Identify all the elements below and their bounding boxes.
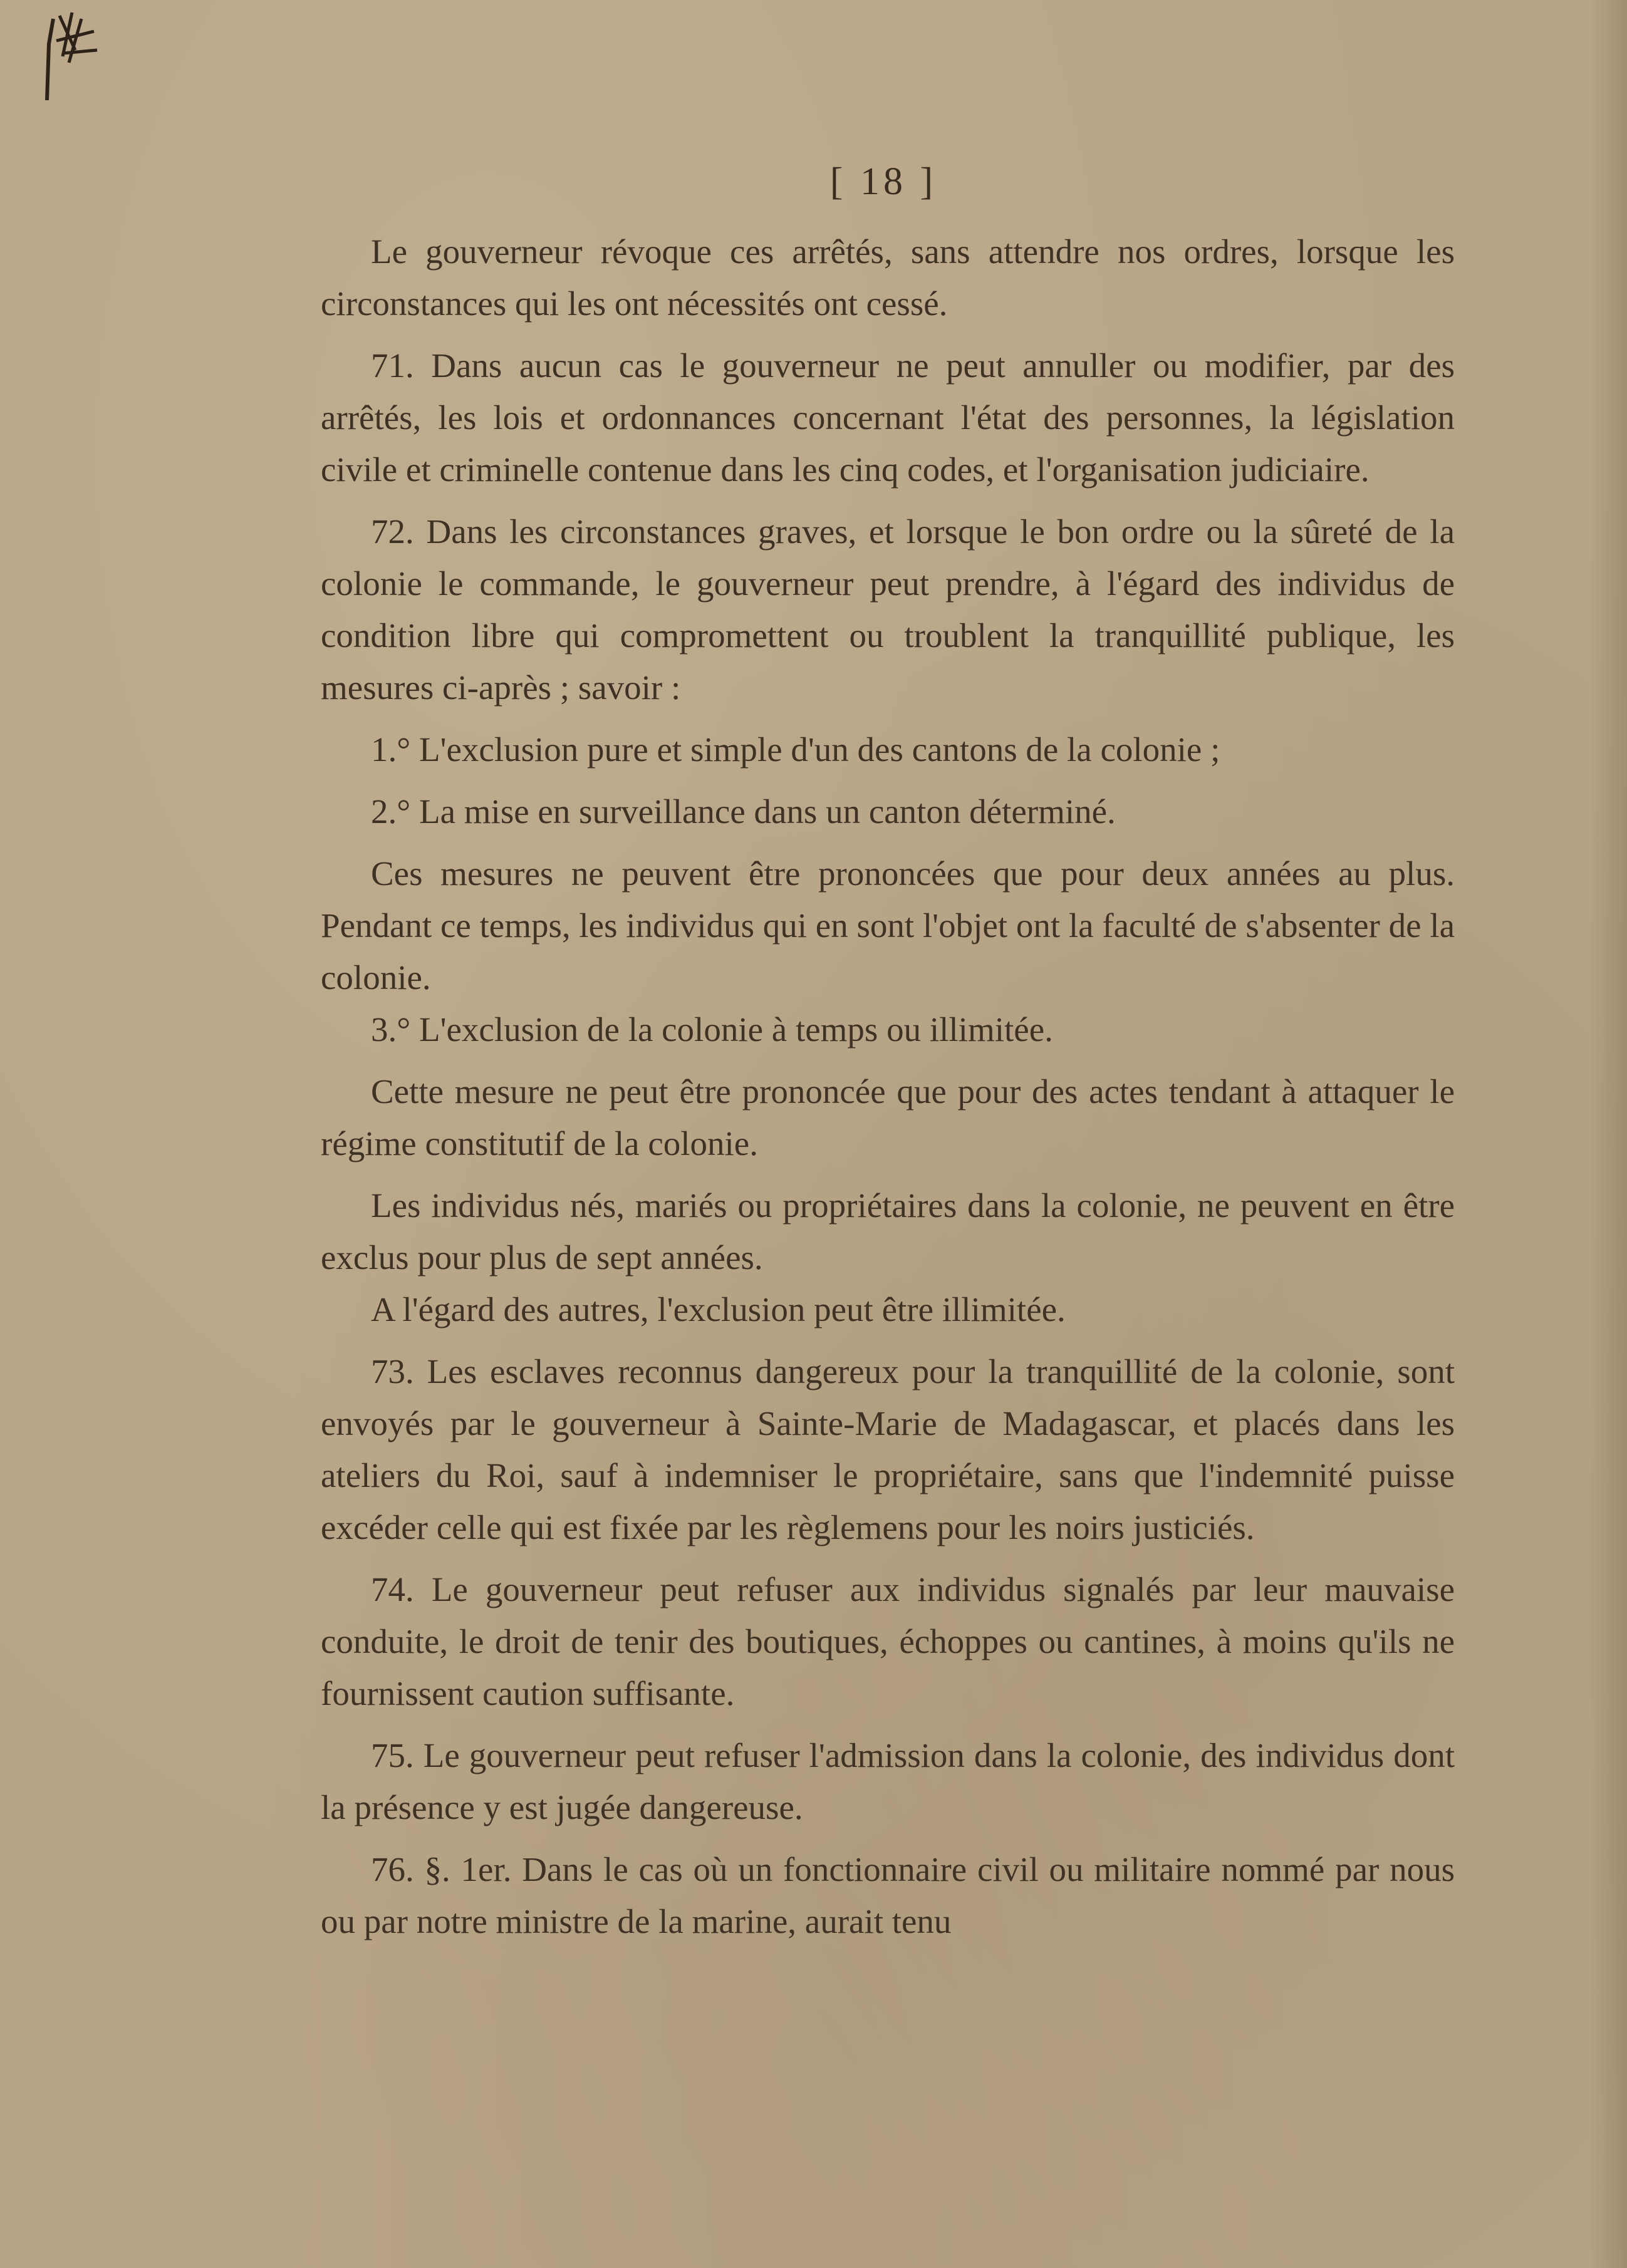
page-edge-shadow	[1589, 0, 1627, 2268]
article-76: 76. §. 1er. Dans le cas où un fonctionnaire civil ou militaire nommé par nous ou par notre ministre de la marine, aurait tenu	[321, 1850, 1455, 1940]
measure-3: 3.° L'exclusion de la colonie à temps ou illimitée.	[371, 1010, 1053, 1049]
article-72: 72. Dans les circonstances graves, et lorsque le bon ordre ou la sûreté de la colonie le commande, le gouverneur peut prendre, à l'égard des individus de condition libre qui compromettent ou troublent la tranquillité publique, les mesures ci-après ; savoir :	[321, 512, 1455, 707]
body-text	[321, 225, 1455, 1947]
measure-2: 2.° La mise en surveillance dans un canton déterminé.	[371, 792, 1116, 831]
paragraph: Ces mesures ne peuvent être prononcées que pour deux années au plus. Pendant ce temps, les individus qui en sont l'objet ont la faculté de s'absenter de la colonie.	[321, 854, 1455, 997]
paragraph: Cette mesure ne peut être prononcée que pour des actes tendant à attaquer le régime constitutif de la colonie.	[321, 1072, 1455, 1162]
measure-1: 1.° L'exclusion pure et simple d'un des cantons de la colonie ;	[371, 730, 1220, 769]
paragraph: A l'égard des autres, l'exclusion peut être illimitée.	[371, 1290, 1066, 1328]
ink-mark-icon	[25, 6, 107, 100]
page-number: [ 18 ]	[829, 160, 937, 203]
paragraph: Les individus nés, mariés ou propriétaires dans la colonie, ne peuvent en être exclus pour plus de sept années.	[321, 1186, 1455, 1276]
article-74: 74. Le gouverneur peut refuser aux individus signalés par leur mauvaise conduite, le droit de tenir des boutiques, échoppes ou cantines, à moins qu'ils ne fournissent caution suffisante.	[321, 1570, 1455, 1712]
article-75: 75. Le gouverneur peut refuser l'admission dans la colonie, des individus dont la présence y est jugée dangereuse.	[321, 1736, 1455, 1826]
article-73: 73. Les esclaves reconnus dangereux pour la tranquillité de la colonie, sont envoyés par le gouverneur à Sainte-Marie de Madagascar, et placés dans les ateliers du Roi, sauf à indemniser le propriétaire, sans que l'indemnité puisse excéder celle qui est fixée par les règlemens pour les noirs justiciés.	[321, 1352, 1455, 1546]
article-71: 71. Dans aucun cas le gouverneur ne peut annuller ou modifier, par des arrêtés, les lois et ordonnances concernant l'état des personnes, la législation civile et criminelle contenue dans les cinq codes, et l'organisation judiciaire.	[321, 346, 1455, 489]
paragraph: Le gouverneur révoque ces arrêtés, sans attendre nos ordres, lorsque les circonstances qui les ont nécessités ont cessé.	[321, 232, 1455, 323]
